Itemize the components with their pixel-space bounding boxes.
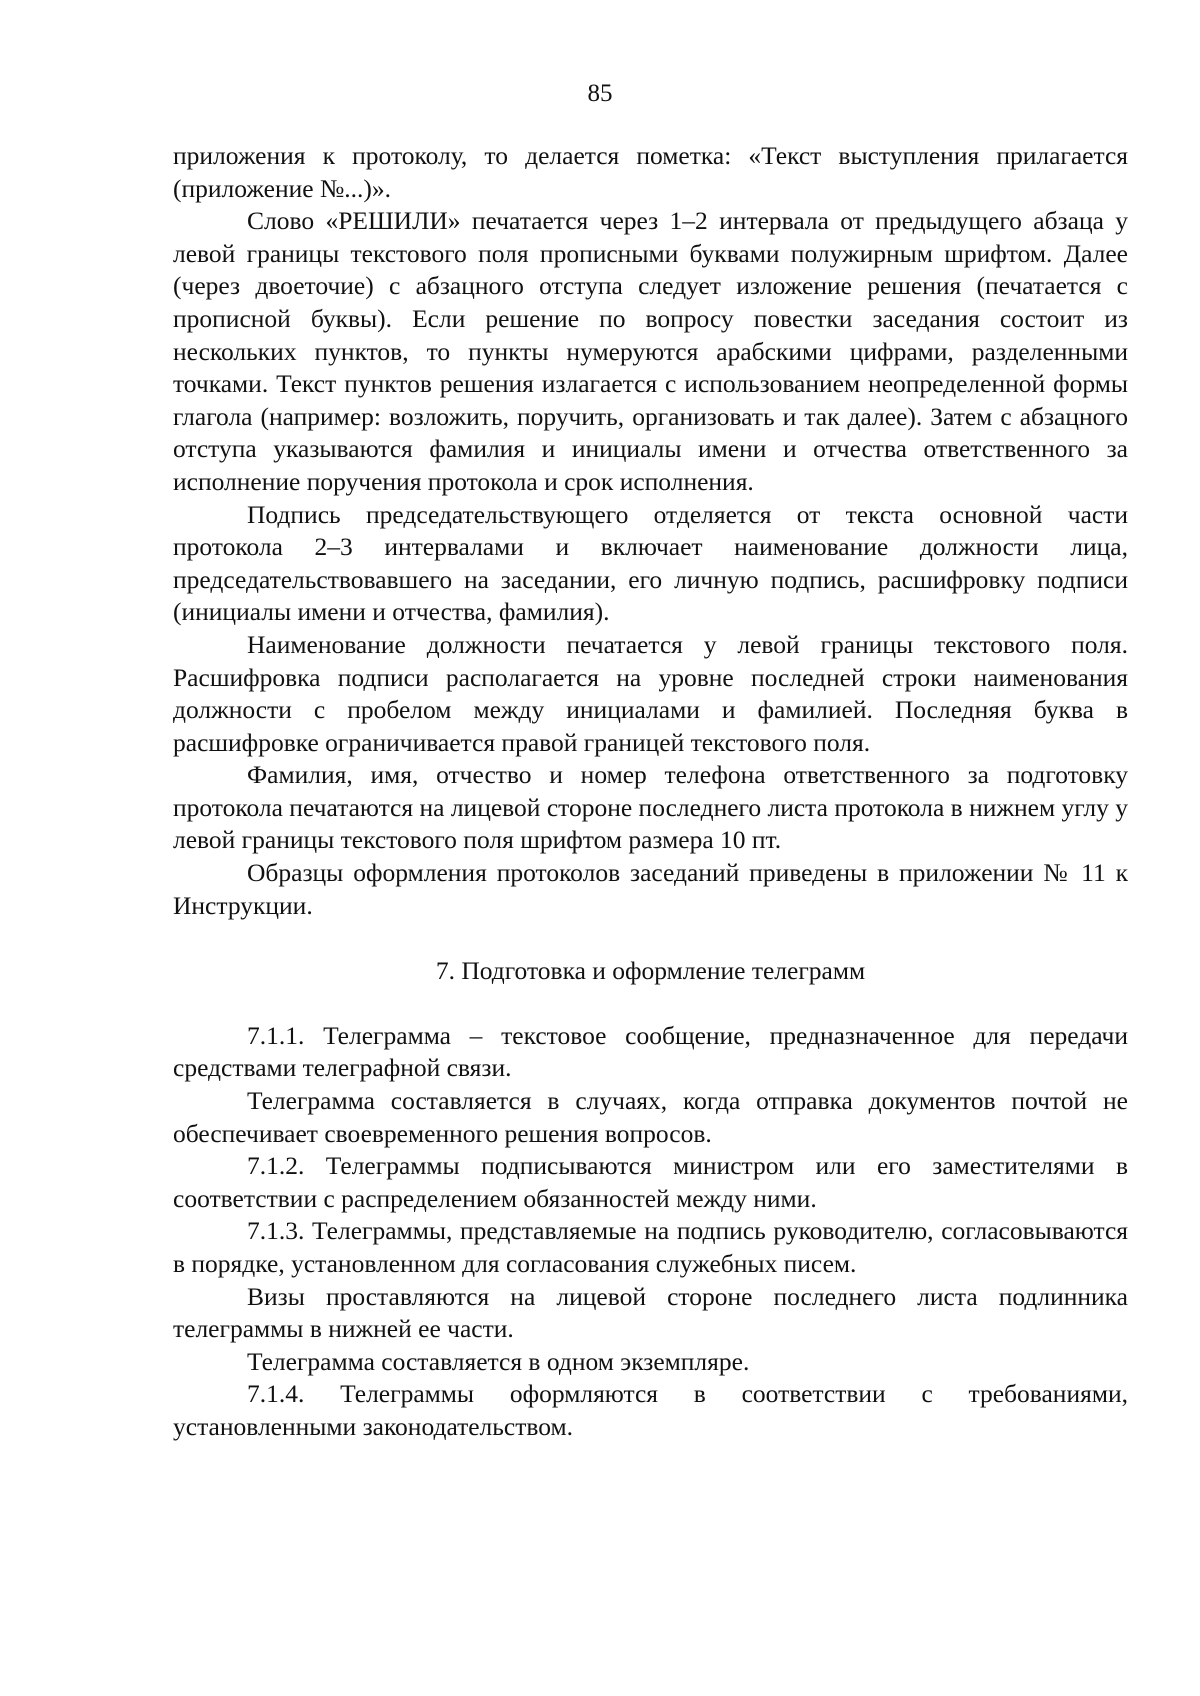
document-body bbox=[173, 140, 1128, 1444]
paragraph-7-1-3: 7.1.3. Телеграммы, представляемые на подпись руководителю, согласовываются в порядке, установленном для согласования служебных писем. bbox=[173, 1216, 1128, 1278]
paragraph-reshili: Слово «РЕШИЛИ» печатается через 1–2 интервала от предыдущего абзаца у левой границы текстового поля прописными буквами полужирным шрифтом. Далее (через двоеточие) с абзацного отступа следует изложение решения (печатается с прописной буквы). Если решение по вопросу повестки заседания состоит из нескольких пунктов, то пункты нумеруются арабскими цифрами, разделенными точками. Текст пунктов решения излагается с использованием неопределенной формы глагола (например: возложить, поручить, организовать и так далее). Затем с абзацного отступа указываются фамилия и инициалы имени и отчества ответственного за исполнение поручения протокола и срок исполнения. bbox=[173, 206, 1128, 496]
section-heading: 7. Подготовка и оформление телеграмм bbox=[435, 956, 866, 986]
paragraph-signature: Подпись председательствующего отделяется от текста основной части протокола 2–3 интервалами и включает наименование должности лица, председательствовавшего на заседании, его личную подпись, расшифровку подписи (инициалы имени и отчества, фамилия). bbox=[173, 499, 1128, 627]
paragraph-position-name: Наименование должности печатается у левой границы текстового поля. Расшифровка подписи располагается на уровне последней строки наименования должности с пробелом между инициалами и фамилией. Последняя буква в расшифровке ограничивается правой границей текстового поля. bbox=[173, 629, 1128, 757]
paragraph-responsible-person: Фамилия, имя, отчество и номер телефона ответственного за подготовку протокола печатаются на лицевой стороне последнего листа протокола в нижнем углу у левой границы текстового поля шрифтом размера 10 пт. bbox=[173, 760, 1128, 855]
paragraph-7-1-4: 7.1.4. Телеграммы оформляются в соответствии с требованиями, установленными законодательством. bbox=[173, 1379, 1128, 1441]
paragraph-continuation: приложения к протоколу, то делается пометка: «Текст выступления прилагается (приложение №...)». bbox=[173, 141, 1128, 203]
paragraph-visas: Визы проставляются на лицевой стороне последнего листа подлинника телеграммы в нижней ее части. bbox=[173, 1281, 1128, 1344]
paragraph-7-1-1: 7.1.1. Телеграмма – текстовое сообщение, предназначенное для передачи средствами телеграфной связи. bbox=[173, 1020, 1128, 1083]
page-number: 85 bbox=[587, 80, 613, 107]
paragraph-7-1-2: 7.1.2. Телеграммы подписываются министром или его заместителями в соответствии с распределением обязанностей между ними. bbox=[173, 1151, 1128, 1213]
paragraph-telegram-cases: Телеграмма составляется в случаях, когда отправка документов почтой не обеспечивает своевременного решения вопросов. bbox=[173, 1086, 1128, 1148]
paragraph-samples: Образцы оформления протоколов заседаний приведены в приложении № 11 к Инструкции. bbox=[173, 858, 1128, 920]
paragraph-single-copy: Телеграмма составляется в одном экземпляре. bbox=[247, 1346, 750, 1376]
